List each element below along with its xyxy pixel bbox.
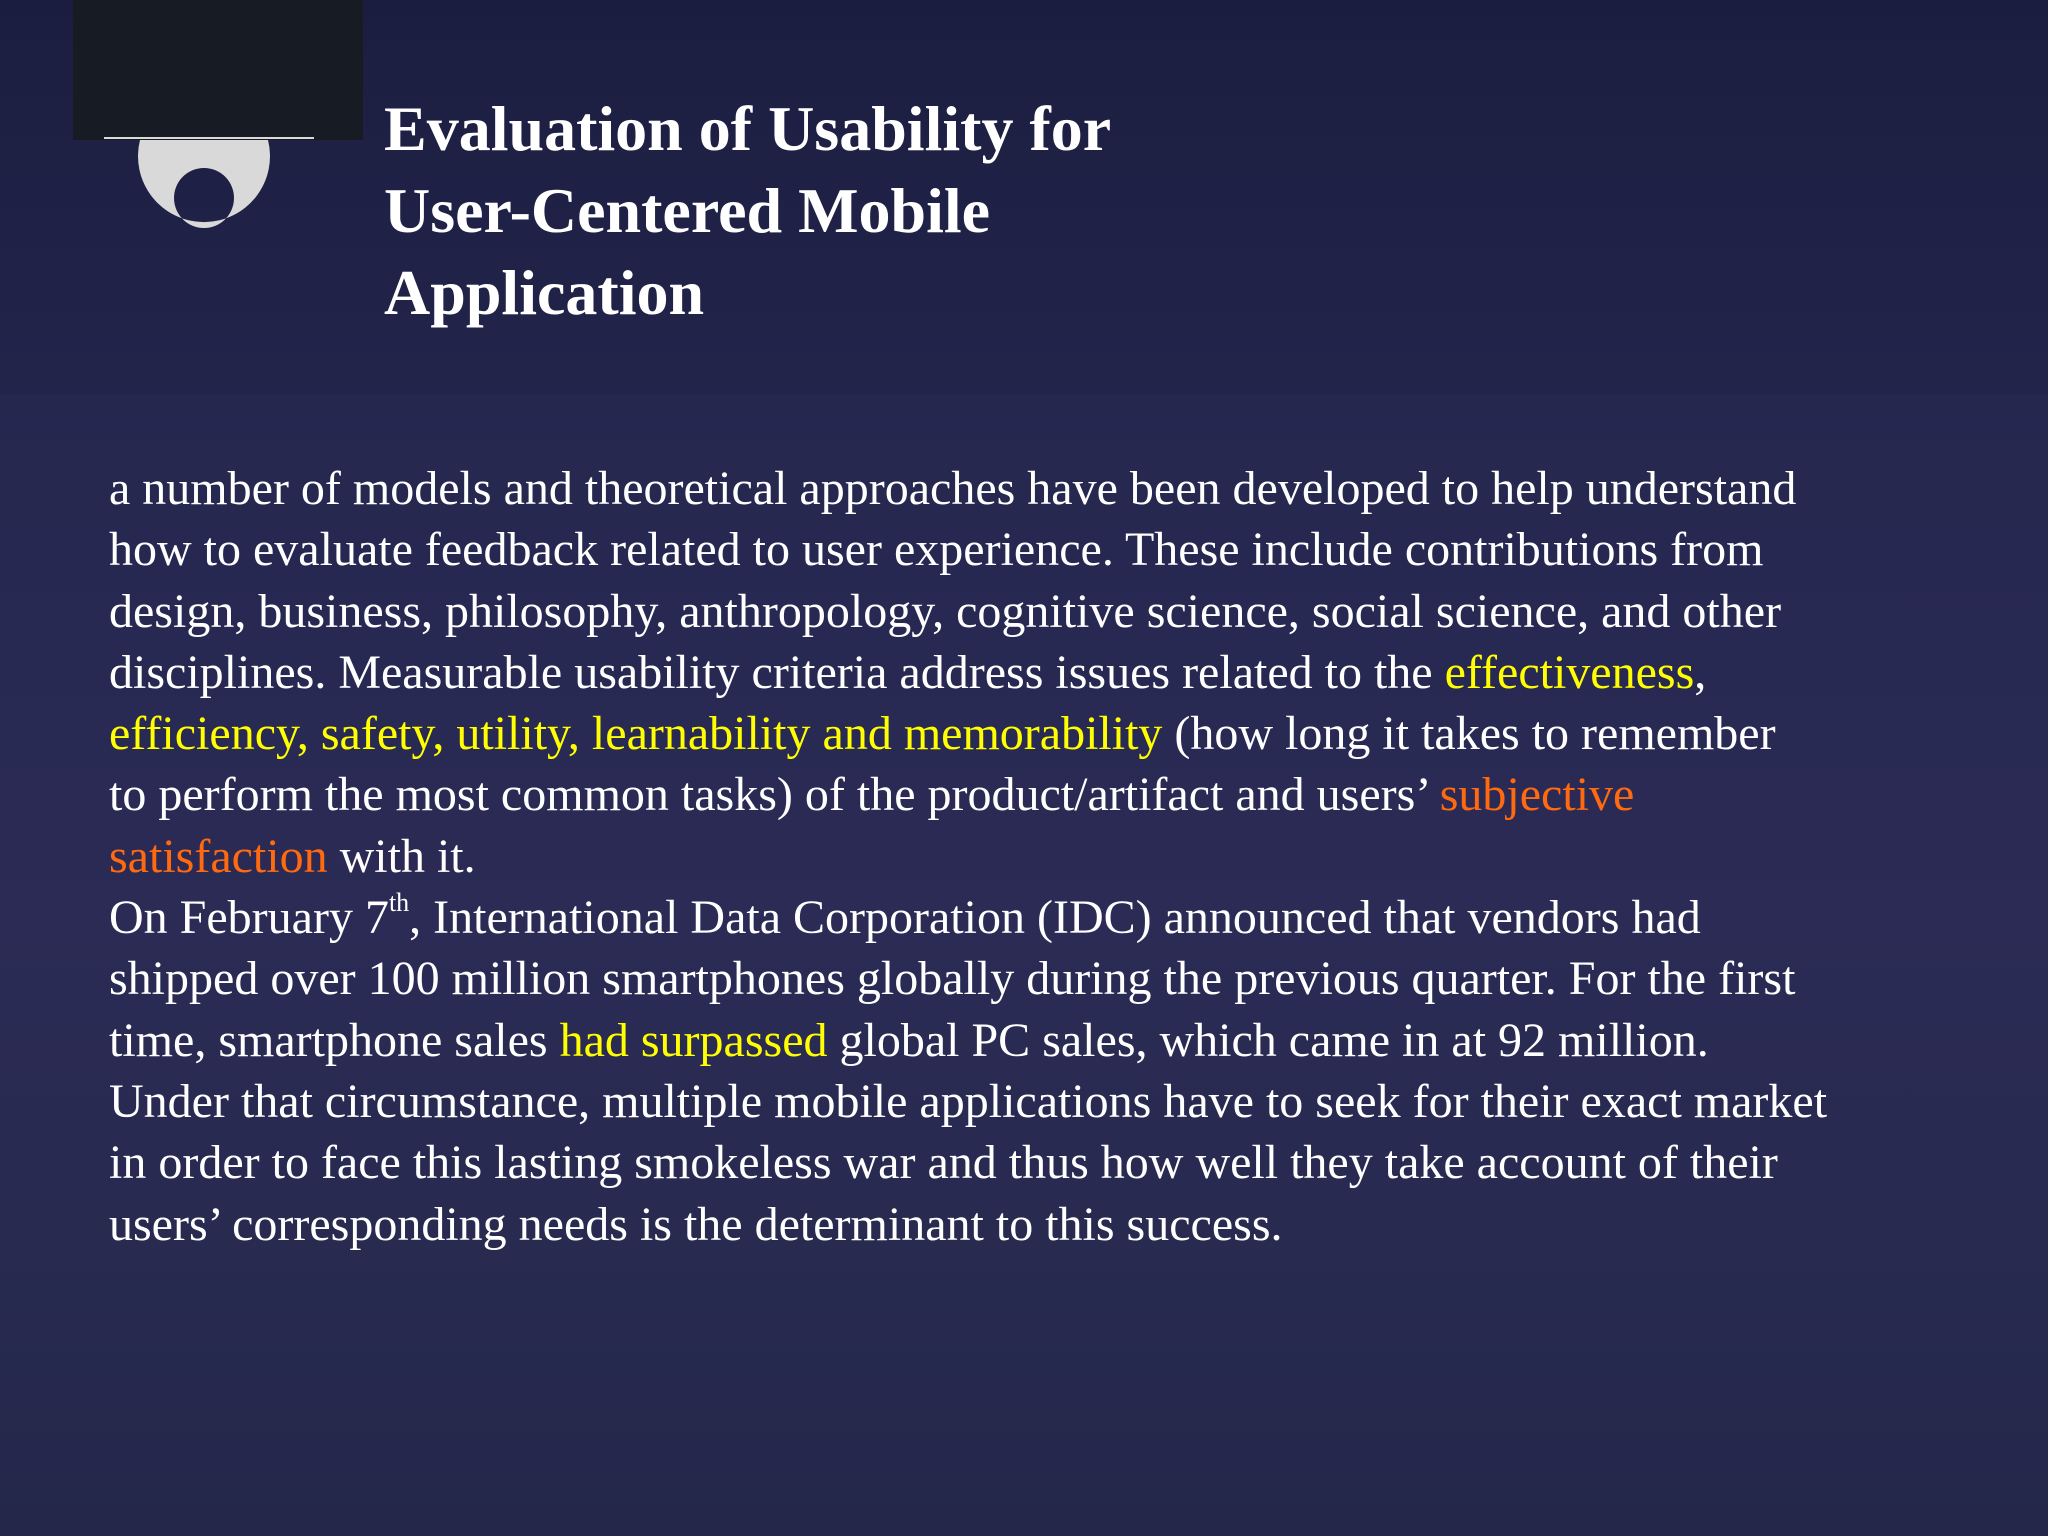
- title-line: Evaluation of Usability for: [384, 93, 1112, 164]
- text-segment: disciplines. Measurable usability criteria address issues related to the: [109, 645, 1445, 699]
- ring-icon: [138, 140, 270, 257]
- text-segment: to perform the most common tasks) of the product/artifact and users’: [109, 768, 1440, 822]
- header-rule: [104, 137, 314, 139]
- body-line: shipped over 100 million smartphones globally during the previous quarter. For the first: [109, 952, 1796, 1006]
- body-line: a number of models and theoretical approaches have been developed to help understand: [109, 462, 1797, 515]
- highlight-subjective: subjective: [1439, 768, 1635, 822]
- header-dark-block: [73, 0, 363, 140]
- body-line: [109, 703, 2009, 764]
- body-line: [109, 826, 2009, 887]
- body-line: users’ corresponding needs is the determinant to this success.: [109, 1197, 1283, 1251]
- body-line: [109, 887, 2009, 948]
- highlight-effectiveness: effectiveness: [1444, 645, 1695, 699]
- text-segment: , International Data Corporation (IDC) announced that vendors had: [409, 891, 1701, 945]
- highlight-criteria: efficiency, safety, utility, learnability and memorability: [109, 707, 1163, 761]
- text-segment: time, smartphone sales: [109, 1013, 560, 1067]
- text-segment: global PC sales, which came in at 92 million.: [827, 1013, 1709, 1067]
- highlight-satisfaction: satisfaction: [109, 829, 328, 883]
- title-line: User-Centered Mobile: [384, 175, 991, 246]
- text-segment: (how long it takes to remember: [1162, 707, 1776, 761]
- ordinal-suffix: th: [388, 888, 410, 918]
- body-line: [109, 1010, 2009, 1071]
- body-line: [109, 764, 2009, 825]
- title-line: Application: [384, 257, 705, 328]
- body-line: Under that circumstance, multiple mobile applications have to seek for their exact market: [109, 1074, 1828, 1128]
- slide-title: [384, 88, 1284, 334]
- paragraph-idc: [109, 887, 2009, 1255]
- body-line: in order to face this lasting smokeless war and thus how well they take account of their: [109, 1136, 1778, 1190]
- highlight-surpassed: had surpassed: [559, 1013, 828, 1067]
- body-line: [109, 642, 2009, 703]
- text-segment: On February 7: [109, 891, 389, 945]
- paragraph-usability: [109, 458, 2009, 887]
- text-segment: with it.: [327, 829, 476, 883]
- body-line: design, business, philosophy, anthropology, cognitive science, social science, and other: [109, 584, 1782, 638]
- body-line: how to evaluate feedback related to user experience. These include contributions from: [109, 523, 1764, 577]
- text-segment: ,: [1694, 645, 1707, 699]
- slide-body: [109, 458, 2009, 1255]
